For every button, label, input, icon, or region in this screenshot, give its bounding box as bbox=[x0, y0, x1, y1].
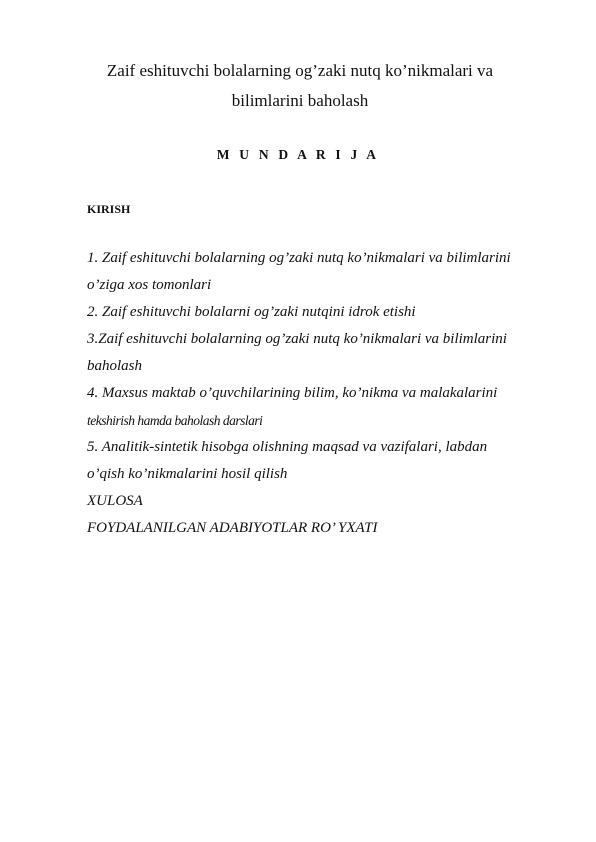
toc-line: tekshirish hamda baholash darslari bbox=[87, 413, 263, 428]
toc-line: 1. Zaif eshituvchi bolalarning og’zaki nutq ko’nikmalari va bilimlarini bbox=[87, 250, 511, 266]
document-title bbox=[60, 56, 540, 116]
toc-line: baholash bbox=[87, 358, 143, 374]
toc-line: XULOSA bbox=[87, 493, 143, 509]
title-line-2: bilimlarini baholash bbox=[231, 91, 369, 110]
toc-line: FOYDALANILGAN ADABIYOTLAR RO’ YXATI bbox=[87, 520, 378, 536]
title-line-1: Zaif eshituvchi bolalarning og’zaki nutq ko’nikmalari va bbox=[106, 61, 494, 80]
toc-line: 5. Analitik-sintetik hisobga olishning maqsad va vazifalari, labdan bbox=[87, 439, 488, 455]
toc-line: o’qish ko’nikmalarini hosil qilish bbox=[87, 466, 288, 482]
toc-line: o’ziga xos tomonlari bbox=[87, 277, 212, 293]
toc-line: 3.Zaif eshituvchi bolalarning og’zaki nutq ko’nikmalari va bilimlarini bbox=[87, 331, 507, 347]
table-of-contents bbox=[87, 245, 547, 542]
intro-entry: KIRISH bbox=[87, 202, 131, 216]
toc-line: 2. Zaif eshituvchi bolalarni og’zaki nutqini idrok etishi bbox=[87, 304, 416, 320]
contents-heading: M U N D A R I J A bbox=[216, 147, 380, 162]
toc-line: 4. Maxsus maktab o’quvchilarining bilim, ko’nikma va malakalarini bbox=[87, 385, 498, 401]
